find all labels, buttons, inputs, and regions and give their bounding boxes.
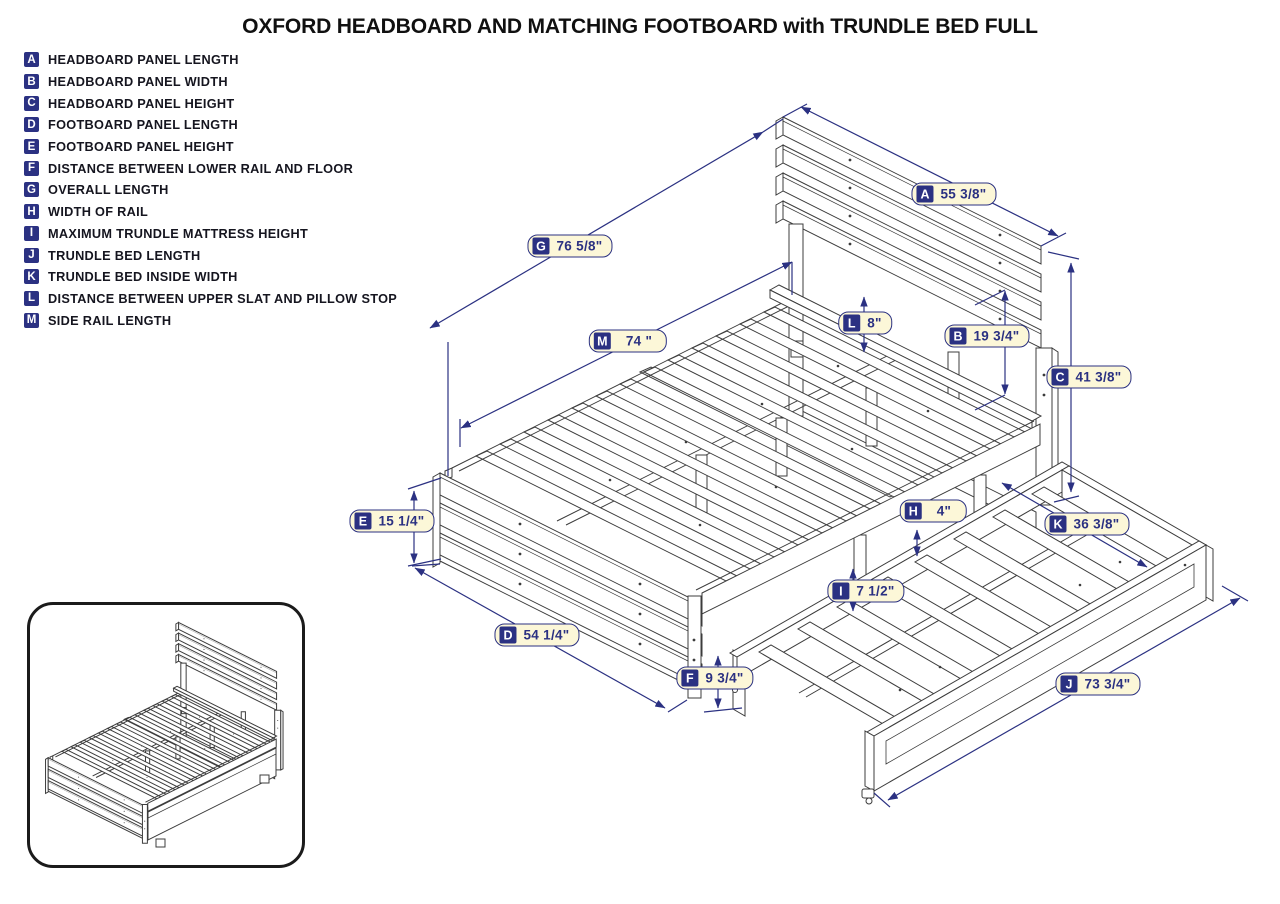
letter-badge-h: H [24, 204, 39, 219]
dim-label-g: G 76 5/8" [527, 235, 612, 258]
dim-label-e: E 15 1/4" [349, 510, 434, 533]
dim-badge-l: L [843, 315, 860, 332]
dim-badge-g: G [532, 238, 549, 255]
letter-badge-d: D [24, 117, 39, 132]
dim-label-j: J 73 3/4" [1055, 673, 1140, 696]
dim-badge-c: C [1051, 369, 1068, 386]
dim-label-m: M 74 " [589, 330, 667, 353]
letter-badge-l: L [24, 291, 39, 306]
letter-badge-j: J [24, 248, 39, 263]
letter-badge-c: C [24, 96, 39, 111]
legend-item-m: M SIDE RAIL LENGTH [24, 309, 404, 331]
dim-label-a: A 55 3/8" [911, 183, 996, 206]
letter-badge-m: M [24, 313, 39, 328]
dim-badge-m: M [594, 333, 611, 350]
legend-item-i: I MAXIMUM TRUNDLE MATTRESS HEIGHT [24, 223, 404, 245]
letter-badge-g: G [24, 182, 39, 197]
dim-badge-d: D [499, 627, 516, 644]
letter-badge-a: A [24, 52, 39, 67]
legend-item-l: L DISTANCE BETWEEN UPPER SLAT AND PILLOW STOP [24, 288, 404, 310]
dim-badge-j: J [1060, 676, 1077, 693]
legend-item-j: J TRUNDLE BED LENGTH [24, 244, 404, 266]
dim-label-h: H 4" [900, 500, 967, 523]
dim-badge-a: A [916, 186, 933, 203]
dim-label-l: L 8" [838, 312, 892, 335]
dim-label-i: I 7 1/2" [827, 580, 904, 603]
legend-item-k: K TRUNDLE BED INSIDE WIDTH [24, 266, 404, 288]
legend-item-f: F DISTANCE BETWEEN LOWER RAIL AND FLOOR [24, 157, 404, 179]
dim-label-d: D 54 1/4" [494, 624, 579, 647]
dim-badge-b: B [949, 328, 966, 345]
legend-item-d: D FOOTBOARD PANEL LENGTH [24, 114, 404, 136]
legend-item-c: C HEADBOARD PANEL HEIGHT [24, 92, 404, 114]
inset-frame [27, 602, 305, 868]
letter-badge-b: B [24, 74, 39, 89]
dim-label-f: F 9 3/4" [676, 667, 753, 690]
letter-badge-k: K [24, 269, 39, 284]
legend-item-g: G OVERALL LENGTH [24, 179, 404, 201]
dim-label-c: C 41 3/8" [1046, 366, 1131, 389]
legend-item-e: E FOOTBOARD PANEL HEIGHT [24, 136, 404, 158]
dim-label-b: B 19 3/4" [944, 325, 1029, 348]
dim-badge-f: F [681, 670, 698, 687]
dim-label-k: K 36 3/8" [1044, 513, 1129, 536]
legend-item-a: A HEADBOARD PANEL LENGTH [24, 49, 404, 71]
dim-badge-h: H [905, 503, 922, 520]
page-title: OXFORD HEADBOARD AND MATCHING FOOTBOARD with TRUNDLE BED FULL [242, 14, 1038, 38]
legend-item-h: H WIDTH OF RAIL [24, 201, 404, 223]
dim-badge-k: K [1049, 516, 1066, 533]
legend-item-b: B HEADBOARD PANEL WIDTH [24, 71, 404, 93]
dim-badge-e: E [354, 513, 371, 530]
letter-badge-f: F [24, 161, 39, 176]
letter-badge-e: E [24, 139, 39, 154]
letter-badge-i: I [24, 226, 39, 241]
dim-badge-i: I [832, 583, 849, 600]
